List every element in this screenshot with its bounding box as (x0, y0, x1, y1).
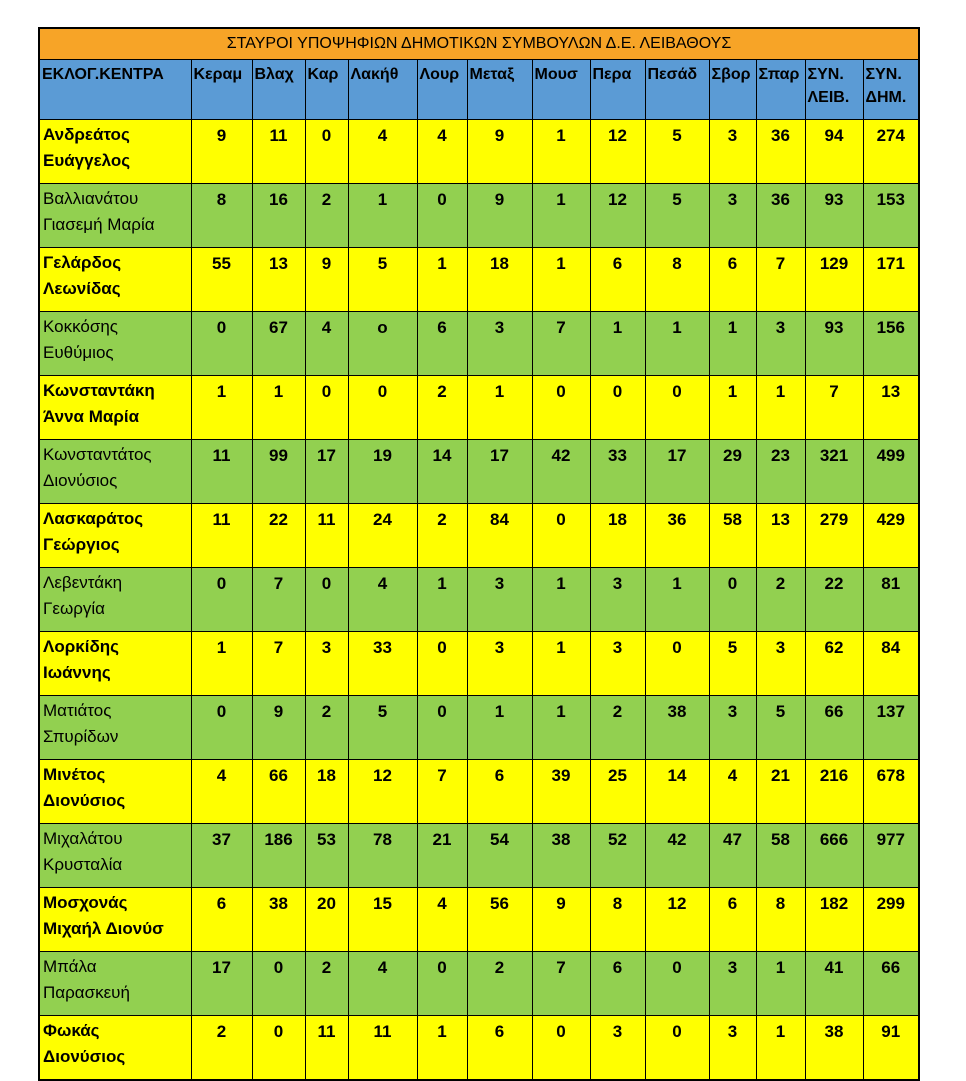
vote-count-cell: 11 (348, 1016, 417, 1081)
candidate-surname: Γελάρδος (43, 253, 122, 272)
vote-count-cell: 17 (645, 440, 709, 504)
column-header: Πεσάδ (645, 60, 709, 120)
column-header: ΣΥΝ. ΔΗΜ. (863, 60, 919, 120)
table-row (39, 504, 919, 568)
candidate-name (39, 440, 191, 504)
vote-count-cell: 0 (305, 376, 348, 440)
candidate-surname: Φωκάς (43, 1021, 100, 1040)
vote-count-cell: 17 (305, 440, 348, 504)
vote-count-cell: 6 (467, 1016, 532, 1081)
vote-count-cell: 0 (252, 952, 305, 1016)
vote-count-cell: 19 (348, 440, 417, 504)
vote-count-cell: 11 (191, 440, 252, 504)
vote-count-cell: 1 (645, 312, 709, 376)
column-header: Περα (590, 60, 645, 120)
vote-count-cell: 9 (532, 888, 590, 952)
vote-count-cell: 0 (417, 632, 467, 696)
table-row (39, 120, 919, 184)
vote-count-cell: 1 (532, 568, 590, 632)
vote-count-cell: 1 (532, 696, 590, 760)
candidate-given-name: Γεωργία (43, 599, 105, 618)
vote-count-cell: 0 (252, 1016, 305, 1081)
vote-count-cell: 171 (863, 248, 919, 312)
vote-count-cell: 3 (709, 952, 756, 1016)
vote-count-cell: 12 (590, 120, 645, 184)
candidate-given-name: Διονύσιος (43, 791, 126, 810)
vote-count-cell: 0 (417, 952, 467, 1016)
vote-count-cell: 2 (756, 568, 805, 632)
vote-count-cell: 23 (756, 440, 805, 504)
column-header: Μουσ (532, 60, 590, 120)
vote-count-cell: 3 (756, 312, 805, 376)
vote-count-cell: 21 (417, 824, 467, 888)
vote-count-cell: 29 (709, 440, 756, 504)
vote-count-cell: 6 (590, 952, 645, 1016)
vote-count-cell: 11 (305, 504, 348, 568)
candidate-name (39, 696, 191, 760)
vote-count-cell: 9 (467, 120, 532, 184)
vote-count-cell: 2 (305, 952, 348, 1016)
candidate-given-name: Σπυρίδων (43, 727, 119, 746)
candidate-given-name: Διονύσιος (43, 1047, 126, 1066)
candidate-given-name: Γεώργιος (43, 535, 120, 554)
candidate-surname: Μοσχονάς (43, 893, 128, 912)
vote-count-cell: 2 (467, 952, 532, 1016)
vote-count-cell: 9 (305, 248, 348, 312)
table-title: ΣΤΑΥΡΟΙ ΥΠΟΨΗΦΙΩΝ ΔΗΜΟΤΙΚΩΝ ΣΥΜΒΟΥΛΩΝ Δ.Ε. ΛΕΙΒΑΘΟΥΣ (39, 28, 919, 60)
vote-count-cell: 1 (709, 312, 756, 376)
vote-count-cell: 11 (305, 1016, 348, 1081)
vote-count-cell: 7 (252, 632, 305, 696)
vote-count-cell: 5 (709, 632, 756, 696)
candidate-name (39, 888, 191, 952)
table-row (39, 632, 919, 696)
vote-count-cell: 299 (863, 888, 919, 952)
vote-count-cell: 36 (756, 120, 805, 184)
vote-count-cell: 0 (191, 312, 252, 376)
table-row (39, 1016, 919, 1081)
vote-count-cell: 13 (756, 504, 805, 568)
vote-count-cell: 38 (805, 1016, 863, 1081)
table-row (39, 824, 919, 888)
vote-count-cell: 1 (756, 1016, 805, 1081)
vote-count-cell: 6 (191, 888, 252, 952)
table-row (39, 568, 919, 632)
vote-count-cell: 3 (590, 1016, 645, 1081)
vote-count-cell: 1 (590, 312, 645, 376)
vote-count-cell: 14 (417, 440, 467, 504)
vote-count-cell: 33 (348, 632, 417, 696)
vote-count-cell: 78 (348, 824, 417, 888)
vote-count-cell: 38 (532, 824, 590, 888)
vote-count-cell: 1 (417, 1016, 467, 1081)
vote-count-cell: 9 (252, 696, 305, 760)
vote-count-cell: 5 (348, 696, 417, 760)
vote-count-cell: 0 (191, 696, 252, 760)
vote-count-cell: 11 (252, 120, 305, 184)
column-header: Βλαχ (252, 60, 305, 120)
candidate-surname: Κωνσταντάτος (43, 445, 152, 464)
vote-count-cell: 216 (805, 760, 863, 824)
candidate-name (39, 632, 191, 696)
vote-count-cell: 20 (305, 888, 348, 952)
candidate-name (39, 184, 191, 248)
vote-count-cell: 66 (805, 696, 863, 760)
vote-count-cell: ο (348, 312, 417, 376)
vote-count-cell: 1 (348, 184, 417, 248)
candidate-surname: Λεβεντάκη (43, 573, 123, 592)
table-row (39, 376, 919, 440)
vote-count-cell: 2 (305, 696, 348, 760)
vote-count-cell: 39 (532, 760, 590, 824)
column-header: Κεραμ (191, 60, 252, 120)
vote-count-cell: 56 (467, 888, 532, 952)
vote-count-cell: 1 (532, 632, 590, 696)
vote-count-cell: 0 (645, 376, 709, 440)
vote-count-cell: 17 (467, 440, 532, 504)
table-row (39, 312, 919, 376)
vote-count-cell: 58 (709, 504, 756, 568)
vote-count-cell: 7 (756, 248, 805, 312)
candidate-given-name: Γιασεμή Μαρία (43, 215, 155, 234)
vote-count-cell: 6 (709, 888, 756, 952)
vote-count-cell: 38 (645, 696, 709, 760)
vote-count-cell: 2 (305, 184, 348, 248)
vote-count-cell: 99 (252, 440, 305, 504)
vote-count-cell: 24 (348, 504, 417, 568)
vote-count-cell: 7 (532, 952, 590, 1016)
candidate-given-name: Ιωάννης (43, 663, 111, 682)
vote-count-cell: 1 (532, 120, 590, 184)
vote-count-cell: 0 (532, 504, 590, 568)
vote-count-cell: 62 (805, 632, 863, 696)
vote-count-cell: 1 (417, 248, 467, 312)
vote-count-cell: 499 (863, 440, 919, 504)
vote-count-cell: 0 (709, 568, 756, 632)
vote-count-cell: 55 (191, 248, 252, 312)
vote-count-cell: 42 (532, 440, 590, 504)
vote-count-cell: 15 (348, 888, 417, 952)
vote-count-cell: 1 (645, 568, 709, 632)
candidate-name (39, 824, 191, 888)
vote-count-cell: 4 (348, 952, 417, 1016)
vote-count-cell: 4 (348, 568, 417, 632)
candidate-given-name: Παρασκευή (43, 983, 130, 1002)
vote-count-cell: 93 (805, 312, 863, 376)
vote-count-cell: 0 (532, 1016, 590, 1081)
vote-count-cell: 47 (709, 824, 756, 888)
candidate-surname: Ματιάτος (43, 701, 112, 720)
vote-count-cell: 279 (805, 504, 863, 568)
vote-count-cell: 11 (191, 504, 252, 568)
vote-count-cell: 274 (863, 120, 919, 184)
vote-count-cell: 53 (305, 824, 348, 888)
vote-count-cell: 7 (805, 376, 863, 440)
vote-count-cell: 67 (252, 312, 305, 376)
column-header: Μεταξ (467, 60, 532, 120)
vote-count-cell: 41 (805, 952, 863, 1016)
vote-count-cell: 7 (532, 312, 590, 376)
candidate-name (39, 312, 191, 376)
vote-count-cell: 8 (191, 184, 252, 248)
vote-count-cell: 16 (252, 184, 305, 248)
vote-count-cell: 429 (863, 504, 919, 568)
column-header: Λουρ (417, 60, 467, 120)
vote-count-cell: 0 (191, 568, 252, 632)
vote-count-cell: 84 (467, 504, 532, 568)
vote-count-cell: 8 (645, 248, 709, 312)
vote-count-cell: 12 (645, 888, 709, 952)
candidate-given-name: Διονύσιος (43, 471, 118, 490)
vote-count-cell: 3 (709, 184, 756, 248)
column-header: Σπαρ (756, 60, 805, 120)
table-row (39, 888, 919, 952)
vote-count-cell: 5 (645, 184, 709, 248)
vote-count-cell: 6 (709, 248, 756, 312)
vote-count-cell: 4 (709, 760, 756, 824)
vote-count-cell: 1 (252, 376, 305, 440)
vote-count-cell: 1 (532, 248, 590, 312)
vote-count-cell: 0 (417, 184, 467, 248)
vote-count-cell: 8 (756, 888, 805, 952)
vote-count-cell: 0 (305, 120, 348, 184)
vote-count-cell: 0 (590, 376, 645, 440)
vote-count-cell: 156 (863, 312, 919, 376)
candidate-surname: Ανδρεάτος (43, 125, 130, 144)
vote-count-cell: 36 (756, 184, 805, 248)
candidate-name (39, 120, 191, 184)
candidate-surname: Μινέτος (43, 765, 106, 784)
vote-count-cell: 153 (863, 184, 919, 248)
vote-count-cell: 666 (805, 824, 863, 888)
vote-count-cell: 13 (863, 376, 919, 440)
vote-count-cell: 3 (709, 696, 756, 760)
vote-count-cell: 0 (305, 568, 348, 632)
table-row (39, 184, 919, 248)
vote-count-cell: 3 (709, 1016, 756, 1081)
candidate-surname: Βαλλιανάτου (43, 189, 139, 208)
vote-count-cell: 321 (805, 440, 863, 504)
vote-count-cell: 678 (863, 760, 919, 824)
candidate-name (39, 504, 191, 568)
table-row (39, 696, 919, 760)
candidate-name (39, 248, 191, 312)
vote-count-cell: 3 (709, 120, 756, 184)
vote-count-cell: 91 (863, 1016, 919, 1081)
vote-count-cell: 84 (863, 632, 919, 696)
candidate-given-name: Λεωνίδας (43, 279, 121, 298)
vote-count-cell: 18 (305, 760, 348, 824)
vote-count-cell: 5 (645, 120, 709, 184)
vote-count-cell: 12 (348, 760, 417, 824)
vote-count-cell: 0 (348, 376, 417, 440)
vote-count-cell: 1 (756, 376, 805, 440)
vote-count-cell: 4 (417, 888, 467, 952)
vote-count-cell: 3 (756, 632, 805, 696)
vote-count-cell: 3 (590, 632, 645, 696)
vote-count-cell: 7 (252, 568, 305, 632)
vote-count-cell: 37 (191, 824, 252, 888)
vote-count-cell: 42 (645, 824, 709, 888)
vote-count-cell: 58 (756, 824, 805, 888)
vote-count-cell: 7 (417, 760, 467, 824)
vote-count-cell: 3 (467, 632, 532, 696)
candidate-given-name: Άννα Μαρία (43, 407, 140, 426)
candidate-surname: Κοκκόσης (43, 317, 118, 336)
vote-count-cell: 13 (252, 248, 305, 312)
candidate-surname: Μπάλα (43, 957, 97, 976)
vote-count-cell: 2 (590, 696, 645, 760)
vote-count-cell: 0 (645, 952, 709, 1016)
vote-count-cell: 54 (467, 824, 532, 888)
vote-count-cell: 3 (467, 568, 532, 632)
candidate-name (39, 568, 191, 632)
vote-count-cell: 6 (590, 248, 645, 312)
vote-count-cell: 0 (532, 376, 590, 440)
vote-count-cell: 9 (191, 120, 252, 184)
vote-count-cell: 22 (805, 568, 863, 632)
vote-count-cell: 3 (305, 632, 348, 696)
candidate-name (39, 1016, 191, 1081)
vote-count-cell: 1 (532, 184, 590, 248)
header-polling-centers: ΕΚΛΟΓ.ΚΕΝΤΡΑ (39, 60, 191, 120)
candidate-surname: Λορκίδης (43, 637, 119, 656)
vote-count-cell: 4 (191, 760, 252, 824)
vote-count-cell: 66 (863, 952, 919, 1016)
candidate-surname: Λασκαράτος (43, 509, 144, 528)
vote-count-cell: 0 (645, 632, 709, 696)
vote-count-cell: 5 (756, 696, 805, 760)
vote-count-cell: 17 (191, 952, 252, 1016)
vote-count-cell: 1 (467, 376, 532, 440)
candidate-surname: Κωνσταντάκη (43, 381, 155, 400)
vote-count-cell: 1 (191, 632, 252, 696)
vote-count-cell: 1 (467, 696, 532, 760)
vote-count-cell: 33 (590, 440, 645, 504)
candidate-surname: Μιχαλάτου (43, 829, 123, 848)
vote-count-cell: 81 (863, 568, 919, 632)
vote-count-cell: 3 (590, 568, 645, 632)
votes-table (38, 27, 920, 1081)
vote-count-cell: 2 (191, 1016, 252, 1081)
vote-count-cell: 3 (467, 312, 532, 376)
vote-count-cell: 66 (252, 760, 305, 824)
vote-count-cell: 1 (417, 568, 467, 632)
vote-count-cell: 4 (417, 120, 467, 184)
candidate-name (39, 952, 191, 1016)
vote-count-cell: 38 (252, 888, 305, 952)
vote-count-cell: 977 (863, 824, 919, 888)
table-body (39, 120, 919, 1081)
vote-count-cell: 6 (467, 760, 532, 824)
vote-count-cell: 14 (645, 760, 709, 824)
column-header: Λακήθ (348, 60, 417, 120)
vote-count-cell: 0 (645, 1016, 709, 1081)
vote-count-cell: 22 (252, 504, 305, 568)
vote-count-cell: 182 (805, 888, 863, 952)
vote-count-cell: 0 (417, 696, 467, 760)
column-header: Καρ (305, 60, 348, 120)
table-row (39, 248, 919, 312)
vote-count-cell: 21 (756, 760, 805, 824)
column-header: Σβορ (709, 60, 756, 120)
vote-count-cell: 1 (756, 952, 805, 1016)
candidate-name (39, 376, 191, 440)
vote-count-cell: 93 (805, 184, 863, 248)
vote-count-cell: 5 (348, 248, 417, 312)
vote-count-cell: 1 (709, 376, 756, 440)
vote-count-cell: 2 (417, 376, 467, 440)
vote-count-cell: 52 (590, 824, 645, 888)
vote-count-cell: 1 (191, 376, 252, 440)
vote-count-cell: 18 (590, 504, 645, 568)
table-row (39, 952, 919, 1016)
table-row (39, 760, 919, 824)
vote-count-cell: 9 (467, 184, 532, 248)
vote-count-cell: 18 (467, 248, 532, 312)
candidate-given-name: Κρυσταλία (43, 855, 123, 874)
vote-count-cell: 137 (863, 696, 919, 760)
header-row (39, 60, 919, 120)
vote-count-cell: 2 (417, 504, 467, 568)
candidate-given-name: Μιχαήλ Διονύσ (43, 919, 164, 938)
vote-count-cell: 186 (252, 824, 305, 888)
table-row (39, 440, 919, 504)
vote-count-cell: 36 (645, 504, 709, 568)
column-header: ΣΥΝ. ΛΕΙΒ. (805, 60, 863, 120)
vote-count-cell: 25 (590, 760, 645, 824)
vote-count-cell: 8 (590, 888, 645, 952)
candidate-given-name: Ευάγγελος (43, 151, 131, 170)
vote-count-cell: 4 (348, 120, 417, 184)
vote-count-cell: 12 (590, 184, 645, 248)
candidate-name (39, 760, 191, 824)
vote-count-cell: 6 (417, 312, 467, 376)
candidate-given-name: Ευθύμιος (43, 343, 114, 362)
vote-count-cell: 129 (805, 248, 863, 312)
vote-count-cell: 94 (805, 120, 863, 184)
vote-count-cell: 4 (305, 312, 348, 376)
